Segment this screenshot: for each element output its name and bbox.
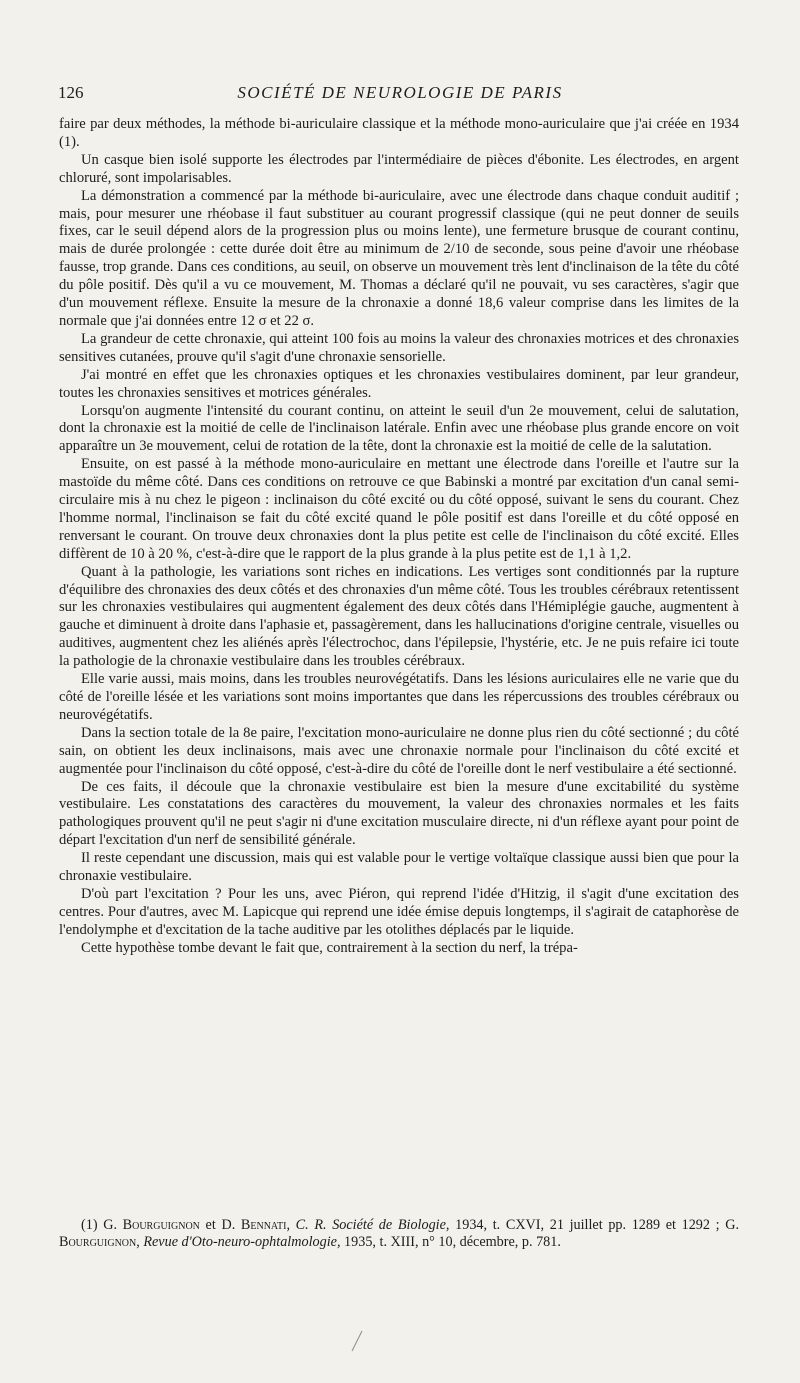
page-number: 126 [58,83,84,102]
footnote-author: D. Bennati, [221,1217,291,1233]
paragraph: Lorsqu'on augmente l'intensité du courant continu, on atteint le seuil d'un 2e mouvement, celui de salutation, dont la chronaxie est la moitié de celle de l'inclinaison latérale. Enfin avec une rhéobase plus grande encore on voit apparaître un 3e mouvement, celui de rotation de la tête, dont la chronaxie est la moitié de celle de la salutation. [59,402,739,455]
paragraph: J'ai montré en effet que les chronaxies optiques et les chronaxies vestibulaires dominent, par leur grandeur, toutes les chronaxies sensitives et motrices générales. [59,366,739,401]
paragraph: Il reste cependant une discussion, mais qui est valable pour le vertige voltaïque classique aussi bien que pour la chronaxie vestibulaire. [59,850,739,885]
paragraph: Quant à la pathologie, les variations sont riches en indications. Les vertiges sont conditionnés par la rupture d'équilibre des chronaxies des deux côtés et des chronaxies d'un même côté. Tous les troubles cérébraux retentissent sur les chronaxies vestibulaires qui augmentent également des deux côtés dans l'Hémiplégie gauche, augmentent à gauche et diminuent à droite dans l'aphasie et, passagèrement, dans les hallucinations d'origine centrale, visuelles ou auditives, augmentent chez les aliénés après l'électrochoc, dans l'épilepsie, l'hystérie, etc. Je ne puis refaire ici toute la pathologie de la chronaxie vestibulaire dans les troubles cérébraux. [59,563,739,670]
paragraph: Ensuite, on est passé à la méthode mono-auriculaire en mettant une électrode dans l'oreille et l'autre sur la mastoïde du même côté. Dans ces conditions on retrouve ce que Babinski a montré par excitation d'un canal semi-circulaire mis à nu chez le pigeon : inclinaison du côté excité ou du côté opposé, suivant le sens du courant. Chez l'homme normal, l'inclinaison se fait du côté excité quand le pôle positif est dans l'oreille et du côté opposé en renversant le courant. On trouve deux chronaxies dont la plus petite est celle de l'inclinaison du côté excité. Elles diffèrent de 10 à 20 %, c'est-à-dire que le rapport de la plus grande à la plus petite est de 1,1 à 1,2. [59,456,739,562]
footnote-author: G. Bourguignon, [59,1217,740,1250]
paragraph: faire par deux méthodes, la méthode bi-auriculaire classique et la méthode mono-auriculaire que j'ai créée en 1934 (1). [59,116,739,150]
paragraph: Elle varie aussi, mais moins, dans les troubles neurovégétatifs. Dans les lésions auriculaires elle ne varie que du côté de l'oreille lésée et les variations sont moins importantes que dans les répercussions des troubles cérébraux ou neurovégétatifs. [59,671,739,723]
running-title: SOCIÉTÉ DE NEUROLOGIE DE PARIS [237,83,563,102]
footnote-text [59,1217,739,1251]
paragraph: Un casque bien isolé supporte les électrodes par l'intermédiaire de pièces d'ébonite. Les électrodes, en argent chloruré, sont impolarisables. [59,151,739,186]
paragraph: Cette hypothèse tombe devant le fait que, contrairement à la section du nerf, la trépa- [81,939,578,956]
paragraph: D'où part l'excitation ? Pour les uns, avec Piéron, qui reprend l'idée d'Hitzig, il s'agit d'une excitation des centres. Pour d'autres, avec M. Lapicque qui reprend une idée émise depuis longtemps, il s'agirait de cataphorèse de l'endolymphe et d'excitation de la tache auditive par les otolithes déplacés par le liquide. [59,885,739,938]
footnote-marker: (1) [81,1217,98,1233]
paragraph: De ces faits, il découle que la chronaxie vestibulaire est bien la mesure d'une excitabilité du système vestibulaire. Les constatations des caractères du mouvement, la valeur des chronaxies normales et les faits pathologiques prouvent qu'il ne peut s'agir ni d'une excitation musculaire directe, ni d'un réflexe ayant pour point de départ l'excitation d'un nerf de sensibilité générale. [59,778,739,849]
footnote [59,1217,739,1251]
footnote-reference: 1935, t. XIII, n° 10, décembre, p. 781. [344,1234,561,1250]
scan-mark [350,1330,364,1352]
page-header [58,80,742,106]
paragraph: La grandeur de cette chronaxie, qui atteint 100 fois au moins la valeur des chronaxies motrices et des chronaxies sensitives cutanées, prouve qu'il s'agit d'une chronaxie sensorielle. [59,330,739,365]
footnote-source: C. R. Société de Biologie, [295,1217,450,1233]
footnote-author: G. Bourguignon [103,1217,200,1233]
paragraph: La démonstration a commencé par la méthode bi-auriculaire, avec une électrode dans chaque conduit auditif ; mais, pour mesurer une rhéobase il faut substituer au courant progressif classique (qui ne peut donner de seuils fixes, car le seuil dépend alors de la progression plus ou moins lente), une fermeture brusque de courant continu, mais de durée prolongée : cette durée doit être au minimum de 2/10 de seconde, sous peine d'avoir une rhéobase fausse, trop grande. Dans ces conditions, au seuil, on observe un mouvement très lent d'inclinaison de la tête du côté du pôle positif. Dès qu'il a vu ce mouvement, M. Thomas a déclaré qu'il ne pouvait, vu ses caractères, s'agir que d'un mouvement réflexe. Ensuite la mesure de la chronaxie a donné 18,6 valeur comprise dans les limites de la normale que j'ai données entre 12 σ et 22 σ. [59,187,739,329]
body-text [59,116,739,958]
footnote-source: Revue d'Oto-neuro-ophtalmologie, [143,1234,341,1250]
paragraph: Dans la section totale de la 8e paire, l'excitation mono-auriculaire ne donne plus rien du côté sectionné ; du côté sain, on obtient les deux inclinaisons, mais avec une chronaxie normale pour l'inclinaison du côté excité et augmentée pour l'inclinaison du côté opposé, c'est-à-dire du côté de l'oreille dont le nerf vestibulaire a été sectionné. [59,724,739,777]
footnote-reference: 1934, t. CXVI, 21 juillet pp. 1289 et 1292 ; [455,1217,720,1233]
footnote-conjunction: et [205,1217,216,1233]
